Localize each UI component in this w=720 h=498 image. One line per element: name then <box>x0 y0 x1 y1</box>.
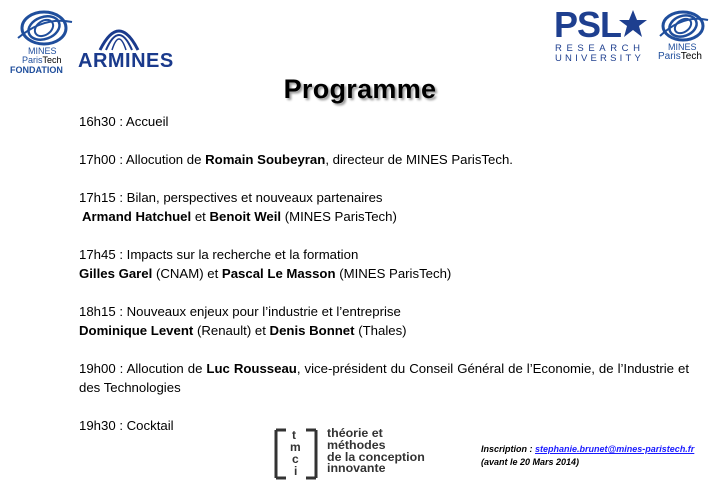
tmci-line-4: innovante <box>327 461 386 476</box>
speaker-name: Gilles Garel <box>79 266 153 281</box>
mines-fondation-line1: MINES <box>28 46 57 56</box>
mines-swirl-icon <box>8 8 80 48</box>
tmci-line-3: de la conception <box>327 449 425 464</box>
armines-wordmark: ARMINES <box>78 50 174 72</box>
programme-text: , directeur de MINES ParisTech. <box>325 152 513 167</box>
programme-line <box>79 188 689 207</box>
mines-paristech-paris: Paris <box>658 51 681 62</box>
speaker-name: Pascal Le Masson <box>221 266 336 281</box>
programme-list <box>79 112 689 454</box>
tmci-letter-c: c <box>292 452 299 466</box>
programme-text: , vice-président du Conseil Général de l’Economie, de l’Industrie et des Technologies <box>79 361 689 395</box>
mines-fondation-line3: FONDATION <box>10 65 63 75</box>
programme-text: 17h15 : Bilan, perspectives et nouveaux partenaires <box>79 190 383 205</box>
programme-line <box>79 359 689 397</box>
tmci-line-1: théorie et <box>327 426 383 440</box>
mines-paristech-line2 <box>658 51 702 62</box>
tmci-letter-t: t <box>292 428 296 442</box>
programme-line <box>79 112 689 131</box>
programme-text: (CNAM) et <box>152 266 222 281</box>
tmci-wordmark <box>327 428 425 475</box>
programme-text: (MINES ParisTech) <box>335 266 452 281</box>
programme-text: 18h15 : Nouveaux enjeux pour l’industrie et l’entreprise <box>79 304 401 319</box>
programme-text: 16h30 : Accueil <box>79 114 169 129</box>
programme-text: 17h45 : Impacts sur la recherche et la formation <box>79 247 359 262</box>
programme-item <box>79 188 689 226</box>
psl-line2: UNIVERSITY <box>555 53 645 64</box>
speaker-name: Romain Soubeyran <box>205 152 326 167</box>
psl-line1: RESEARCH <box>555 43 645 54</box>
mines-paristech-tech: Tech <box>680 51 702 62</box>
mines-paristech-line1: MINES <box>668 42 697 52</box>
tmci-line-2: méthodes <box>327 437 386 452</box>
speaker-name: Denis Bonnet <box>269 323 355 338</box>
programme-speakers <box>79 264 689 283</box>
programme-speakers <box>79 207 689 226</box>
speaker-name: Armand Hatchuel <box>82 209 192 224</box>
inscription-email-link[interactable]: stephanie.brunet@mines-paristech.fr <box>535 444 695 454</box>
speaker-name: Benoit Weil <box>209 209 282 224</box>
programme-text: (MINES ParisTech) <box>281 209 397 224</box>
inscription-label: Inscription : <box>481 444 535 454</box>
programme-text: et <box>191 209 210 224</box>
mines-fondation-logo <box>8 8 80 78</box>
page-title: Programme <box>283 74 437 104</box>
mines-fondation-paris: Paris <box>22 55 43 65</box>
speaker-name: Luc Rousseau <box>206 361 297 376</box>
programme-item <box>79 302 689 340</box>
tmci-letter-m: m <box>290 440 301 454</box>
psl-star-icon <box>618 9 648 39</box>
programme-line <box>79 245 689 264</box>
mines-fondation-tech: Tech <box>42 55 62 65</box>
programme-text: 19h30 : Cocktail <box>79 418 174 433</box>
psl-wordmark: PSL <box>554 4 622 45</box>
tmci-logo <box>270 428 322 480</box>
psl-logo <box>552 6 652 66</box>
programme-speakers <box>79 321 689 340</box>
speaker-name: Dominique Levent <box>79 323 194 338</box>
inscription-deadline: (avant le 20 Mars 2014) <box>481 457 580 467</box>
inscription-line <box>481 443 694 456</box>
programme-line <box>79 150 689 169</box>
programme-text: (Renault) et <box>193 323 270 338</box>
programme-text: 19h00 : Allocution de <box>79 361 207 376</box>
tmci-letter-i: i <box>294 464 298 478</box>
mines-paristech-swirl-icon <box>652 8 714 44</box>
programme-item <box>79 245 689 283</box>
programme-text: (Thales) <box>354 323 407 338</box>
mines-fondation-line2 <box>22 55 62 65</box>
mines-paristech-logo <box>652 8 714 68</box>
programme-text: 17h00 : Allocution de <box>79 152 206 167</box>
programme-line <box>79 302 689 321</box>
programme-item <box>79 112 689 131</box>
programme-item <box>79 150 689 169</box>
armines-arch-icon <box>78 14 160 52</box>
inscription-block <box>481 443 694 469</box>
armines-logo <box>78 14 174 74</box>
programme-item <box>79 359 689 397</box>
